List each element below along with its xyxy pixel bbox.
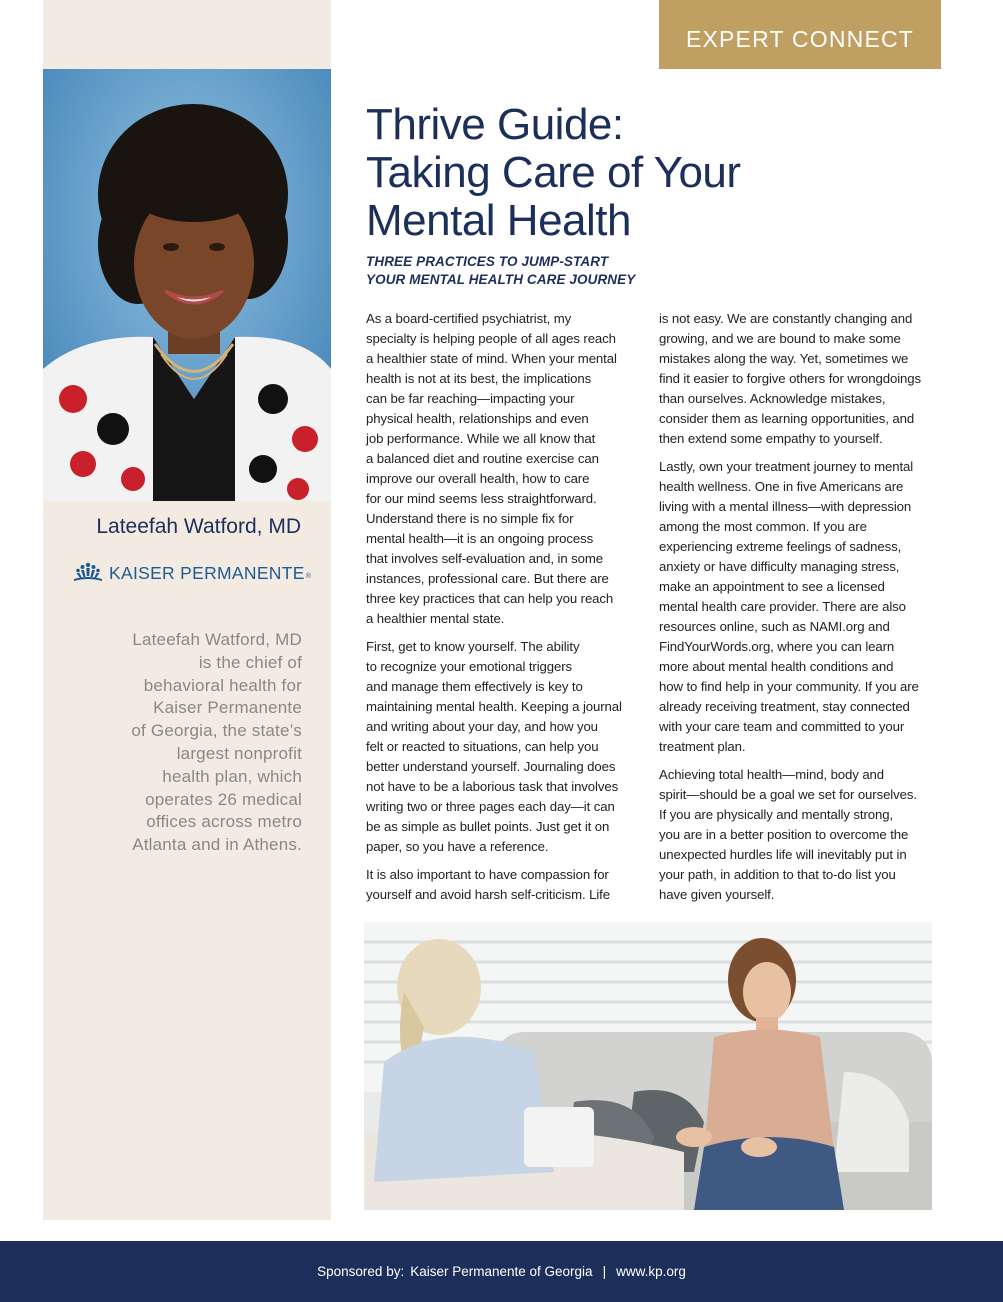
kaiser-permanente-logo [73, 562, 311, 584]
body-line: Understand there is no simple fix for [366, 511, 574, 526]
body-line: physical health, relationships and even [366, 411, 589, 426]
body-line: Lastly, own your treatment journey to mental [659, 459, 914, 474]
body-paragraph [659, 457, 951, 757]
author-portrait-photo [43, 69, 331, 501]
body-line: better understand yourself. Journaling does [366, 759, 616, 774]
author-bio [60, 629, 302, 857]
body-line: then extend some empathy to yourself. [659, 431, 883, 446]
body-line: have given yourself. [659, 887, 775, 902]
body-line: three key practices that can help you reach [366, 591, 614, 606]
bio-line: Kaiser Permanente [153, 698, 302, 718]
body-line: paper, so you have a reference. [366, 839, 549, 854]
body-line: a balanced diet and routine exercise can [366, 451, 599, 466]
body-line: mistakes along the way. Yet, sometimes we [659, 351, 909, 366]
bio-line: Atlanta and in Athens. [132, 835, 302, 855]
title-line: Thrive Guide: [366, 100, 624, 149]
body-paragraph [366, 309, 644, 629]
body-line: FindYourWords.org, where you can learn [659, 639, 895, 654]
body-line: It is also important to have compassion for [366, 867, 609, 882]
author-name: Lateefah Watford, MD [96, 515, 301, 538]
body-paragraph [659, 309, 951, 449]
article-title [366, 101, 966, 245]
body-line: is not easy. We are constantly changing and [659, 311, 913, 326]
body-line: instances, professional care. But there are [366, 571, 609, 586]
body-line: find it easier to forgive others for wrongdoings [659, 371, 922, 386]
body-line: Achieving total health—mind, body and [659, 767, 885, 782]
body-line: First, get to know yourself. The ability [366, 639, 580, 654]
body-line: consider them as learning opportunities, and [659, 411, 915, 426]
body-line: felt or reacted to situations, can help you [366, 739, 599, 754]
body-line: specialty is helping people of all ages reach [366, 331, 616, 346]
therapy-session-photo [364, 922, 932, 1210]
body-line: mental health—it is an ongoing process [366, 531, 594, 546]
body-column-left [366, 309, 644, 913]
body-line: than ourselves. Acknowledge mistakes, [659, 391, 886, 406]
bio-line: is the chief of [198, 652, 302, 672]
body-line: treatment plan. [659, 739, 746, 754]
body-line: improve our overall health, how to care [366, 471, 590, 486]
body-line: and writing about your day, and how you [366, 719, 598, 734]
body-line: growing, and we are bound to make some [659, 331, 901, 346]
body-line: anxiety or have difficulty managing stress, [659, 559, 900, 574]
body-line: health is not at its best, the implications [366, 371, 592, 386]
sponsor-footer [0, 1241, 1003, 1302]
body-line: for our mind seems less straightforward. [366, 491, 597, 506]
body-paragraph [659, 765, 951, 905]
body-line: mental health care provider. There are also [659, 599, 906, 614]
body-column-right [659, 309, 951, 913]
body-line: If you are physically and mentally strong, [659, 807, 894, 822]
title-line: Taking Care of Your [366, 148, 741, 197]
body-line: that involves self-evaluation and, in some [366, 551, 603, 566]
body-line: living with a mental illness—with depression [659, 499, 912, 514]
body-line: not have to be a laborious task that involves [366, 779, 619, 794]
sponsor-label: Sponsored by: [317, 1264, 405, 1279]
body-line: job performance. While we all know that [366, 431, 596, 446]
footer-separator: | [602, 1264, 607, 1279]
title-line: Mental Health [366, 196, 631, 245]
body-line: As a board-certified psychiatrist, my [366, 311, 572, 326]
subtitle-line: YOUR MENTAL HEALTH CARE JOURNEY [366, 272, 636, 287]
body-line: a healthier mental state. [366, 611, 505, 626]
body-line: how to find help in your community. If you are [659, 679, 919, 694]
body-line: make an appointment to see a licensed [659, 579, 885, 594]
bio-line: Lateefah Watford, MD [132, 630, 302, 649]
body-line: yourself and avoid harsh self-criticism. Life [366, 887, 610, 902]
body-paragraph [366, 637, 644, 857]
body-line: and manage them effectively is key to [366, 679, 583, 694]
bio-line: of Georgia, the state’s [131, 721, 302, 741]
article-subtitle [366, 253, 696, 289]
kp-symbol-icon [73, 562, 103, 584]
registered-mark: ® [305, 572, 311, 580]
body-line: among the most common. If you are [659, 519, 867, 534]
bio-line: behavioral health for [143, 675, 302, 695]
body-line: resources online, such as NAMI.org and [659, 619, 890, 634]
body-line: a healthier state of mind. When your mental [366, 351, 617, 366]
body-line: maintaining mental health. Keeping a journal [366, 699, 622, 714]
subtitle-line: THREE PRACTICES TO JUMP-START [366, 254, 609, 269]
body-line: writing two or three pages each day—it can [366, 799, 615, 814]
body-line: be as simple as bullet points. Just get it on [366, 819, 610, 834]
body-line: experiencing extreme feelings of sadness, [659, 539, 902, 554]
expert-connect-badge: EXPERT CONNECT [659, 0, 941, 69]
body-line: spirit—should be a goal we set for ourselves. [659, 787, 917, 802]
body-line: your path, in addition to that to-do list you [659, 867, 896, 882]
body-line: with your care team and committed to your [659, 719, 905, 734]
bio-line: health plan, which [162, 766, 302, 786]
body-paragraph [366, 865, 644, 905]
body-line: health wellness. One in five Americans are [659, 479, 904, 494]
sponsor-url[interactable]: www.kp.org [616, 1264, 686, 1279]
bio-line: operates 26 medical [145, 789, 302, 809]
bio-line: largest nonprofit [176, 743, 302, 763]
body-line: unexpected hurdles life will inevitably put in [659, 847, 907, 862]
bio-line: offices across metro [146, 812, 302, 832]
body-line: already receiving treatment, stay connected [659, 699, 910, 714]
body-line: more about mental health conditions and [659, 659, 894, 674]
body-line: you are in a better position to overcome the [659, 827, 909, 842]
body-line: to recognize your emotional triggers [366, 659, 573, 674]
sponsor-name: Kaiser Permanente of Georgia [410, 1264, 593, 1279]
body-line: can be far reaching—impacting your [366, 391, 575, 406]
kp-logo-wordmark: KAISER PERMANENTE [109, 562, 305, 583]
